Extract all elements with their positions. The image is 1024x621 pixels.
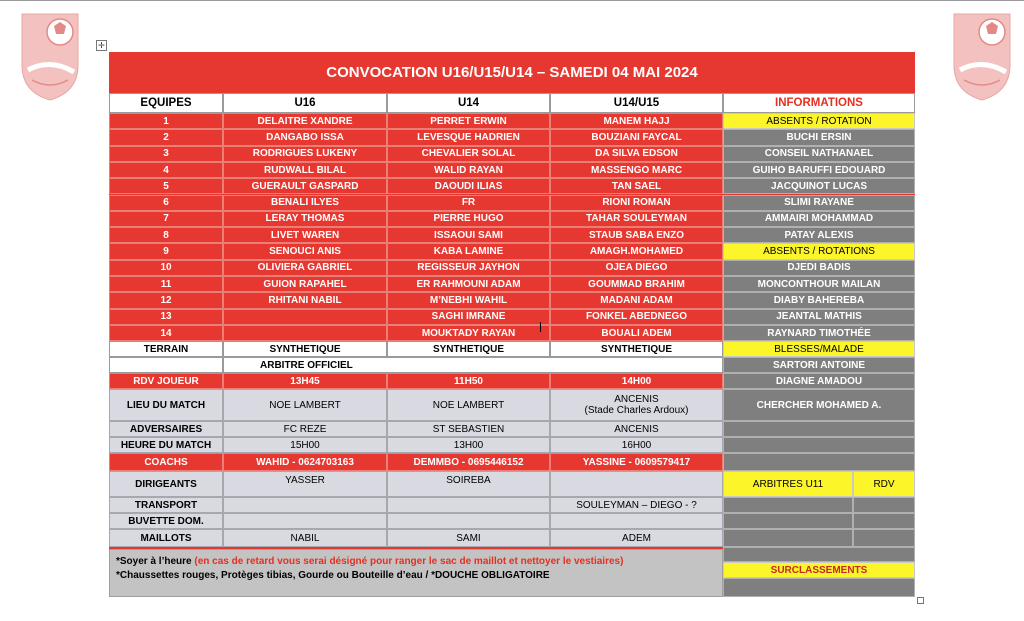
transport-label: TRANSPORT [109,497,223,513]
buvette-label: BUVETTE DOM. [109,513,223,529]
transport-u14-u15: SOULEYMAN – DIEGO - ? [550,497,723,513]
convocation-table [109,52,915,597]
header-informations: INFORMATIONS [723,93,915,113]
player-u14-u15: OJEA DIEGO [550,260,723,276]
info-chercher: CHERCHER MOHAMED A. [723,389,915,421]
maillots-u14-u15: ADEM [550,529,723,547]
coachs-label: COACHS [109,453,223,471]
table-resize-handle[interactable] [917,597,924,604]
player-u14-u15: DA SILVA EDSON [550,146,723,162]
rdv-u14: 11H50 [387,373,550,389]
player-u14: SAGHI IMRANE [387,309,550,325]
row-number: 8 [109,227,223,243]
player-u14: ER RAHMOUNI ADAM [387,276,550,292]
maillots-u14: SAMI [387,529,550,547]
player-u14: WALID RAYAN [387,162,550,178]
buvette-u16 [223,513,387,529]
adversaires-label: ADVERSAIRES [109,421,223,437]
arbitre-u11-slot-2 [723,513,853,529]
rdv-slot-3 [853,529,915,547]
info-cell: CONSEIL NATHANAEL [723,146,915,162]
lieu-label: LIEU DU MATCH [109,389,223,421]
info-cell: ABSENTS / ROTATION [723,113,915,129]
arbitre-empty-cell [109,357,223,373]
rdv-label: RDV [853,471,915,497]
player-u16: GUION RAPAHEL [223,276,387,292]
info-cell: DJEDI BADIS [723,260,915,276]
club-logo-left [18,10,82,104]
maillots-u16: NABIL [223,529,387,547]
coach-u14-u15: YASSINE - 0609579417 [550,453,723,471]
note-line-1-black: *Soyer à l’heure [116,556,195,567]
lieu-u14: NOE LAMBERT [387,389,550,421]
row-number: 9 [109,243,223,259]
maillots-label: MAILLOTS [109,529,223,547]
surclassements-slot [723,578,915,597]
player-u14: LEVESQUE HADRIEN [387,129,550,145]
player-u14: M’NEBHI WAHIL [387,292,550,308]
player-u16: RHITANI NABIL [223,292,387,308]
rdv-u16: 13H45 [223,373,387,389]
player-u14-u15: TAN SAEL [550,178,723,194]
header-u14-u15: U14/U15 [550,93,723,113]
player-u14-u15: BOUALI ADEM [550,325,723,341]
info-diagne: DIAGNE AMADOU [723,373,915,389]
player-u14: PIERRE HUGO [387,211,550,227]
terrain-u14: SYNTHETIQUE [387,341,550,357]
player-u14: PERRET ERWIN [387,113,550,129]
row-number: 4 [109,162,223,178]
player-u14: FR [387,195,550,211]
header-u14: U14 [387,93,550,113]
buvette-u14 [387,513,550,529]
info-empty-4 [723,547,915,562]
dirigeant-u14-u15 [550,471,723,497]
table-move-handle[interactable]: ✛ [96,40,107,51]
row-number: 1 [109,113,223,129]
row-number: 7 [109,211,223,227]
player-u14-u15: AMAGH.MOHAMED [550,243,723,259]
page-title: CONVOCATION U16/U15/U14 – SAMEDI 04 MAI 2024 [326,64,698,81]
rdv-u14-u15: 14H00 [550,373,723,389]
info-cell: AMMAIRI MOHAMMAD [723,211,915,227]
info-sartori: SARTORI ANTOINE [723,357,915,373]
coach-u14: DEMMBO - 0695446152 [387,453,550,471]
player-u14: KABA LAMINE [387,243,550,259]
player-u16: BENALI ILYES [223,195,387,211]
terrain-u14-u15: SYNTHETIQUE [550,341,723,357]
dirigeant-u14: SOIREBA [387,471,550,497]
row-number: 12 [109,292,223,308]
adversaires-u14-u15: ANCENIS [550,421,723,437]
dirigeants-label: DIRIGEANTS [109,471,223,497]
player-u14: DAOUDI ILIAS [387,178,550,194]
arbitre-u11-slot-1 [723,497,853,513]
rdv-joueur-label: RDV JOUEUR [109,373,223,389]
text-cursor [540,322,541,332]
note-line-2: *Chaussettes rouges, Protèges tibias, Gourde ou Bouteille d’eau / *DOUCHE OBLIGATOIRE [116,570,550,581]
player-u16: OLIVIERA GABRIEL [223,260,387,276]
club-logo-right [950,10,1014,104]
player-u14: ISSAOUI SAMI [387,227,550,243]
surclassements-label: SURCLASSEMENTS [723,562,915,578]
buvette-u14-u15 [550,513,723,529]
info-cell: GUIHO BARUFFI EDOUARD [723,162,915,178]
row-number: 6 [109,195,223,211]
heure-u16: 15H00 [223,437,387,453]
player-u14-u15: RIONI ROMAN [550,195,723,211]
player-u14-u15: GOUMMAD BRAHIM [550,276,723,292]
player-u14-u15: FONKEL ABEDNEGO [550,309,723,325]
heure-u14-u15: 16H00 [550,437,723,453]
heure-u14: 13H00 [387,437,550,453]
player-u14: CHEVALIER SOLAL [387,146,550,162]
lieu-u14-u15-line2: (Stade Charles Ardoux) [584,405,689,416]
arbitre-officiel-label: ARBITRE OFFICIEL [223,357,723,373]
info-cell: JEANTAL MATHIS [723,309,915,325]
player-u14-u15: STAUB SABA ENZO [550,227,723,243]
player-u14-u15: BOUZIANI FAYCAL [550,129,723,145]
row-number: 3 [109,146,223,162]
info-cell: PATAY ALEXIS [723,227,915,243]
player-u14: MOUKTADY RAYAN [387,325,550,341]
player-u14-u15: MANEM HAJJ [550,113,723,129]
top-border-line [0,0,1024,1]
info-empty-3 [723,453,915,471]
row-number: 13 [109,309,223,325]
lieu-u14-u15 [550,389,723,421]
player-u16: DANGABO ISSA [223,129,387,145]
row-number: 2 [109,129,223,145]
info-blesses-malade: BLESSES/MALADE [723,341,915,357]
transport-u16 [223,497,387,513]
info-cell: JACQUINOT LUCAS [723,178,915,194]
note-line-1-red: (en cas de retard vous serai désigné pour ranger le sac de maillot et nettoyer le vestiaires) [194,556,624,567]
info-cell: RAYNARD TIMOTHÉE [723,325,915,341]
info-empty-2 [723,437,915,453]
info-cell: SLIMI RAYANE [723,195,915,211]
player-u16 [223,325,387,341]
arbitres-u11-label: ARBITRES U11 [723,471,853,497]
player-u16 [223,309,387,325]
info-cell: MONCONTHOUR MAILAN [723,276,915,292]
dirigeant-u16: YASSER [223,471,387,497]
player-u14-u15: MADANI ADAM [550,292,723,308]
rdv-slot-2 [853,513,915,529]
player-u16: GUERAULT GASPARD [223,178,387,194]
row-number: 14 [109,325,223,341]
arbitre-u11-slot-3 [723,529,853,547]
row-number: 5 [109,178,223,194]
row-number: 11 [109,276,223,292]
player-u16: RODRIGUES LUKENY [223,146,387,162]
player-u16: RUDWALL BILAL [223,162,387,178]
player-u16: DELAITRE XANDRE [223,113,387,129]
player-u16: LIVET WAREN [223,227,387,243]
note-line-1 [116,555,716,569]
instructions-note [109,549,723,597]
coach-u16: WAHID - 0624703163 [223,453,387,471]
header-equipes: EQUIPES [109,93,223,113]
adversaires-u16: FC REZE [223,421,387,437]
row-number: 10 [109,260,223,276]
player-u14: REGISSEUR JAYHON [387,260,550,276]
lieu-u16: NOE LAMBERT [223,389,387,421]
info-cell: ABSENTS / ROTATIONS [723,243,915,259]
player-u16: SENOUCI ANIS [223,243,387,259]
adversaires-u14: ST SEBASTIEN [387,421,550,437]
lieu-u14-u15-line1: ANCENIS [614,394,659,405]
info-empty-1 [723,421,915,437]
terrain-u16: SYNTHETIQUE [223,341,387,357]
info-cell: BUCHI ERSIN [723,129,915,145]
info-cell: DIABY BAHEREBA [723,292,915,308]
rdv-slot-1 [853,497,915,513]
terrain-label: TERRAIN [109,341,223,357]
player-u16: LERAY THOMAS [223,211,387,227]
transport-u14 [387,497,550,513]
heure-label: HEURE DU MATCH [109,437,223,453]
player-u14-u15: TAHAR SOULEYMAN [550,211,723,227]
header-u16: U16 [223,93,387,113]
player-u14-u15: MASSENGO MARC [550,162,723,178]
